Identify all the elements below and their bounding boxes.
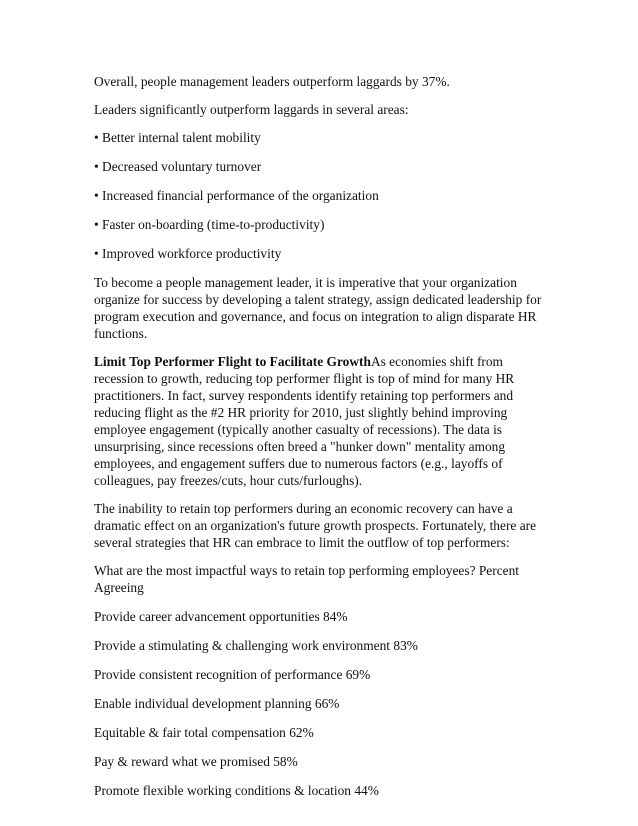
document-page xyxy=(94,73,554,811)
survey-item: Provide consistent recognition of performance 69% xyxy=(94,667,371,682)
section-paragraph xyxy=(94,353,554,489)
bullet-item: • Increased financial performance of the organization xyxy=(94,188,379,203)
bullet-item: • Faster on-boarding (time-to-productivity) xyxy=(94,217,325,232)
survey-item: Promote flexible working conditions & location 44% xyxy=(94,783,379,798)
conclusion-paragraph: To become a people management leader, it is imperative that your organization organize for success by developing a talent strategy, assign dedicated leadership for program execution and governance, and focus on integration to align disparate HR functions. xyxy=(94,275,542,341)
bullet-item: • Improved workforce productivity xyxy=(94,246,282,261)
bullet-item: • Better internal talent mobility xyxy=(94,130,261,145)
survey-item: Provide a stimulating & challenging work environment 83% xyxy=(94,638,418,653)
survey-question: What are the most impactful ways to retain top performing employees? Percent Agreeing xyxy=(94,563,520,595)
bullet-item: • Decreased voluntary turnover xyxy=(94,159,262,174)
survey-item: Equitable & fair total compensation 62% xyxy=(94,725,314,740)
survey-item: Pay & reward what we promised 58% xyxy=(94,754,298,769)
section-heading: Limit Top Performer Flight to Facilitate Growth xyxy=(94,354,371,369)
section-body: As economies shift from recession to growth, reducing top performer flight is top of mind for many HR practitioners. In fact, survey respondents identify retaining top performers and reducing flight as the #2 HR priority for 2010, just slightly behind improving employee engagement (typically another casualty of recessions). The data is unsurprising, since recessions often breed a "hunker down" mentality among employees, and engagement suffers due to numerous factors (e.g., layoffs of colleagues, pay freezes/cuts, hour cuts/furloughs). xyxy=(94,354,515,488)
survey-item: Enable individual development planning 66% xyxy=(94,696,340,711)
strategies-paragraph: The inability to retain top performers during an economic recovery can have a dramatic effect on an organization's future growth prospects. Fortunately, there are several strategies that HR can embrace to limit the outflow of top performers: xyxy=(94,501,537,550)
areas-lead-paragraph: Leaders significantly outperform laggards in several areas: xyxy=(94,102,409,117)
overall-statement: Overall, people management leaders outperform laggards by 37%. xyxy=(94,74,450,89)
survey-item: Provide career advancement opportunities 84% xyxy=(94,609,348,624)
